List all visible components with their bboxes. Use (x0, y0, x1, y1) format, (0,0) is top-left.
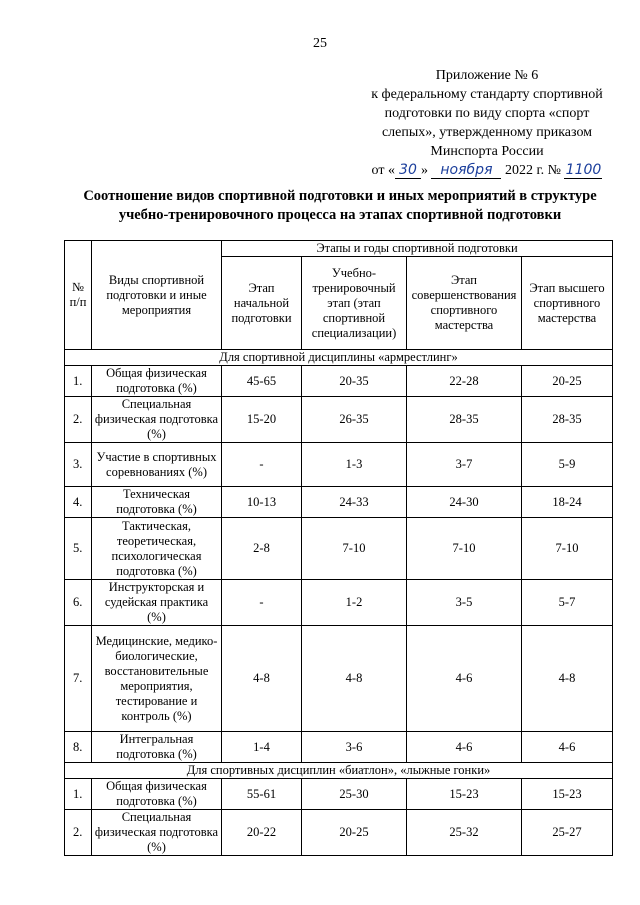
cell-initial-stage: 1-4 (222, 732, 302, 763)
cell-training-stage: 25-30 (302, 779, 407, 810)
cell-improvement-stage: 4-6 (407, 732, 522, 763)
row-training-type: Общая физическая подготовка (%) (92, 366, 222, 397)
row-number: 6. (65, 580, 92, 626)
cell-improvement-stage: 24-30 (407, 487, 522, 518)
row-number: 8. (65, 732, 92, 763)
appendix-date-line (352, 161, 622, 180)
row-number: 3. (65, 443, 92, 487)
training-ratio-table (64, 240, 613, 856)
cell-highest-stage: 18-24 (522, 487, 613, 518)
section-title: Для спортивной дисциплины «армрестлинг» (65, 350, 613, 366)
cell-improvement-stage: 28-35 (407, 397, 522, 443)
cell-highest-stage: 5-9 (522, 443, 613, 487)
appendix-title: Приложение № 6 (435, 68, 539, 83)
cell-highest-stage: 4-6 (522, 732, 613, 763)
cell-training-stage: 20-35 (302, 366, 407, 397)
row-training-type: Тактическая, теоретическая, психологическая подготовка (%) (92, 518, 222, 580)
cell-initial-stage: 4-8 (222, 626, 302, 732)
header-stage-improvement: Этап совершенствования спортивного мастерства (407, 257, 522, 350)
cell-training-stage: 1-2 (302, 580, 407, 626)
row-training-type: Техническая подготовка (%) (92, 487, 222, 518)
section-row (65, 350, 613, 366)
cell-improvement-stage: 15-23 (407, 779, 522, 810)
cell-initial-stage: 10-13 (222, 487, 302, 518)
cell-improvement-stage: 22-28 (407, 366, 522, 397)
row-training-type: Общая физическая подготовка (%) (92, 779, 222, 810)
cell-initial-stage: 20-22 (222, 810, 302, 856)
header-stage-highest: Этап высшего спортивного мастерства (522, 257, 613, 350)
date-month-handwritten: ноября (431, 163, 501, 179)
row-training-type: Инструкторская и судейская практика (%) (92, 580, 222, 626)
table-row (65, 580, 613, 626)
cell-initial-stage: 15-20 (222, 397, 302, 443)
cell-training-stage: 4-8 (302, 626, 407, 732)
cell-highest-stage: 15-23 (522, 779, 613, 810)
cell-training-stage: 24-33 (302, 487, 407, 518)
cell-training-stage: 20-25 (302, 810, 407, 856)
cell-training-stage: 7-10 (302, 518, 407, 580)
row-training-type: Интегральная подготовка (%) (92, 732, 222, 763)
header-stage-initial: Этап начальной подготовки (222, 257, 302, 350)
table-row (65, 518, 613, 580)
row-number: 4. (65, 487, 92, 518)
header-number: № п/п (65, 241, 92, 350)
cell-training-stage: 26-35 (302, 397, 407, 443)
row-training-type: Специальная физическая подготовка (%) (92, 810, 222, 856)
table-row (65, 626, 613, 732)
row-number: 2. (65, 810, 92, 856)
page-number: 25 (313, 36, 327, 51)
row-number: 2. (65, 397, 92, 443)
table-row (65, 779, 613, 810)
cell-highest-stage: 28-35 (522, 397, 613, 443)
cell-improvement-stage: 3-7 (407, 443, 522, 487)
section-title: Для спортивных дисциплин «биатлон», «лыжные гонки» (65, 763, 613, 779)
row-number: 5. (65, 518, 92, 580)
date-mid: » (420, 163, 432, 178)
cell-improvement-stage: 7-10 (407, 518, 522, 580)
cell-initial-stage: 45-65 (222, 366, 302, 397)
appendix-line: Минспорта России (430, 144, 544, 159)
row-number: 1. (65, 779, 92, 810)
header-stages: Этапы и годы спортивной подготовки (222, 241, 613, 257)
cell-improvement-stage: 4-6 (407, 626, 522, 732)
date-prefix: от « (371, 163, 395, 178)
table-row (65, 366, 613, 397)
header-stage-training: Учебно-тренировочный этап (этап спортивной специализации) (302, 257, 407, 350)
cell-initial-stage: 55-61 (222, 779, 302, 810)
date-year: 2022 г. № (501, 163, 565, 178)
table-row (65, 810, 613, 856)
cell-training-stage: 1-3 (302, 443, 407, 487)
appendix-block (352, 66, 622, 180)
row-training-type: Специальная физическая подготовка (%) (92, 397, 222, 443)
appendix-line: к федеральному стандарту спортивной (371, 87, 603, 102)
order-number-handwritten: 1100 (565, 162, 602, 178)
table-row (65, 487, 613, 518)
cell-improvement-stage: 25-32 (407, 810, 522, 856)
row-number: 7. (65, 626, 92, 732)
section-row (65, 763, 613, 779)
title-line-2: учебно-тренировочного процесса на этапах спортивной подготовки (118, 207, 562, 223)
cell-initial-stage: - (222, 580, 302, 626)
header-training-types: Виды спортивной подготовки и иные мероприятия (92, 241, 222, 350)
table-body (65, 350, 613, 856)
cell-highest-stage: 20-25 (522, 366, 613, 397)
date-day-handwritten: 30 (395, 163, 421, 179)
cell-initial-stage: - (222, 443, 302, 487)
cell-initial-stage: 2-8 (222, 518, 302, 580)
cell-highest-stage: 4-8 (522, 626, 613, 732)
document-title (40, 187, 640, 225)
title-line-1: Соотношение видов спортивной подготовки и иных мероприятий в структуре (83, 188, 597, 204)
cell-improvement-stage: 3-5 (407, 580, 522, 626)
appendix-line: подготовки по виду спорта «спорт (384, 106, 590, 121)
appendix-line: слепых», утвержденному приказом (381, 125, 593, 140)
table-row (65, 443, 613, 487)
cell-highest-stage: 7-10 (522, 518, 613, 580)
row-training-type: Медицинские, медико-биологические, восстановительные мероприятия, тестирование и контроль (%) (92, 626, 222, 732)
cell-training-stage: 3-6 (302, 732, 407, 763)
cell-highest-stage: 25-27 (522, 810, 613, 856)
row-training-type: Участие в спортивных соревнованиях (%) (92, 443, 222, 487)
cell-highest-stage: 5-7 (522, 580, 613, 626)
row-number: 1. (65, 366, 92, 397)
table-row (65, 397, 613, 443)
table-row (65, 732, 613, 763)
